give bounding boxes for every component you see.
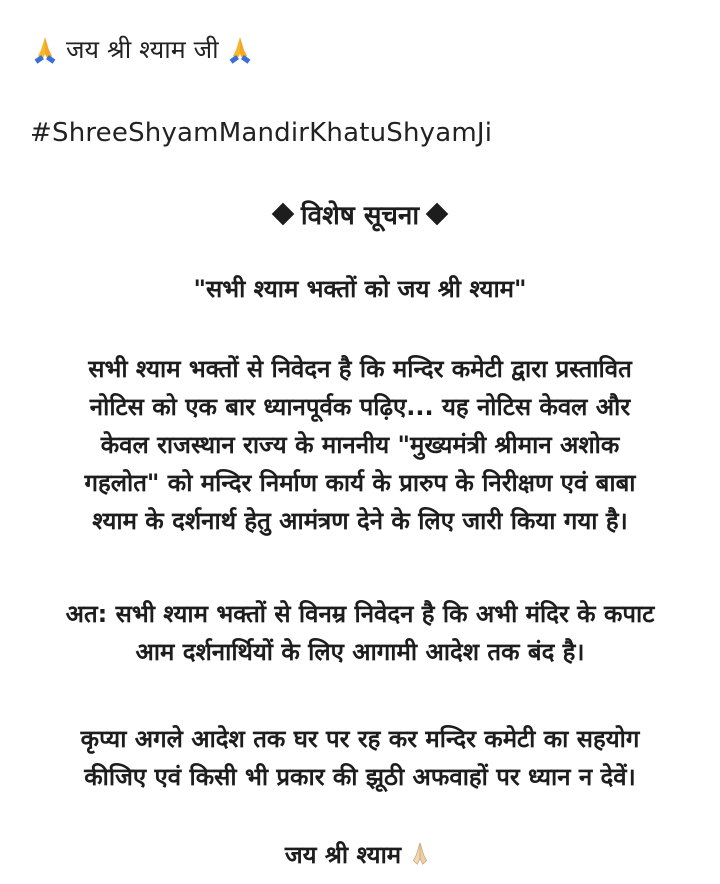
paragraph-line: सभी श्याम भक्तों से निवेदन है कि मन्दिर कमेटी द्वारा प्रस्तावित [88,355,632,383]
paragraph-line: कीजिए एवं किसी भी प्रकार की झूठी अफवाहों पर ध्यान न देवें। [84,763,636,791]
notice-greeting: "सभी श्याम भक्तों को जय श्री श्याम" [193,275,527,303]
diamond-icon [426,203,449,226]
notice-footer [20,838,700,871]
paragraph-line: श्याम के दर्शनार्थ हेतु आमंत्रण देने के लिए जारी किया गया है। [92,507,628,535]
notice-heading-text: विशेष सूचना [300,201,420,231]
paragraph-line: अत: सभी श्याम भक्तों से विनम्र निवेदन है कि अभी मंदिर के कपाट [65,600,655,628]
hashtag-link[interactable]: #ShreeShyamMandirKhatuShyamJi [30,118,493,148]
header-line [30,28,255,70]
paragraph-line: गहलोत" को मन्दिर निर्माण कार्य के प्रारुप के निरीक्षण एवं बाबा [84,469,636,497]
footer-text: जय श्री श्याम [284,841,402,869]
notice-paragraph-1 [20,350,700,540]
paragraph-line: आम दर्शनार्थियों के लिए आगामी आदेश तक बंद है। [135,638,585,666]
paragraph-line: कृप्या अगले आदेश तक घर पर रह कर मन्दिर कमेटी का सहयोग [80,725,640,753]
notice-paragraph-2 [20,595,700,671]
folded-hands-icon [405,840,435,870]
folded-hands-icon [225,34,255,64]
diamond-icon [272,203,295,226]
notice-paragraph-3 [20,720,700,796]
paragraph-line: केवल राजस्थान राज्य के माननीय "मुख्यमंत्री श्रीमान अशोक [100,431,620,459]
header-title: जय श्री श्याम जी [66,35,219,64]
notice-heading [20,196,700,232]
folded-hands-icon [30,34,60,64]
paragraph-line: नोटिस को एक बार ध्यानपूर्वक पढ़िए... यह नोटिस केवल और [89,393,631,421]
